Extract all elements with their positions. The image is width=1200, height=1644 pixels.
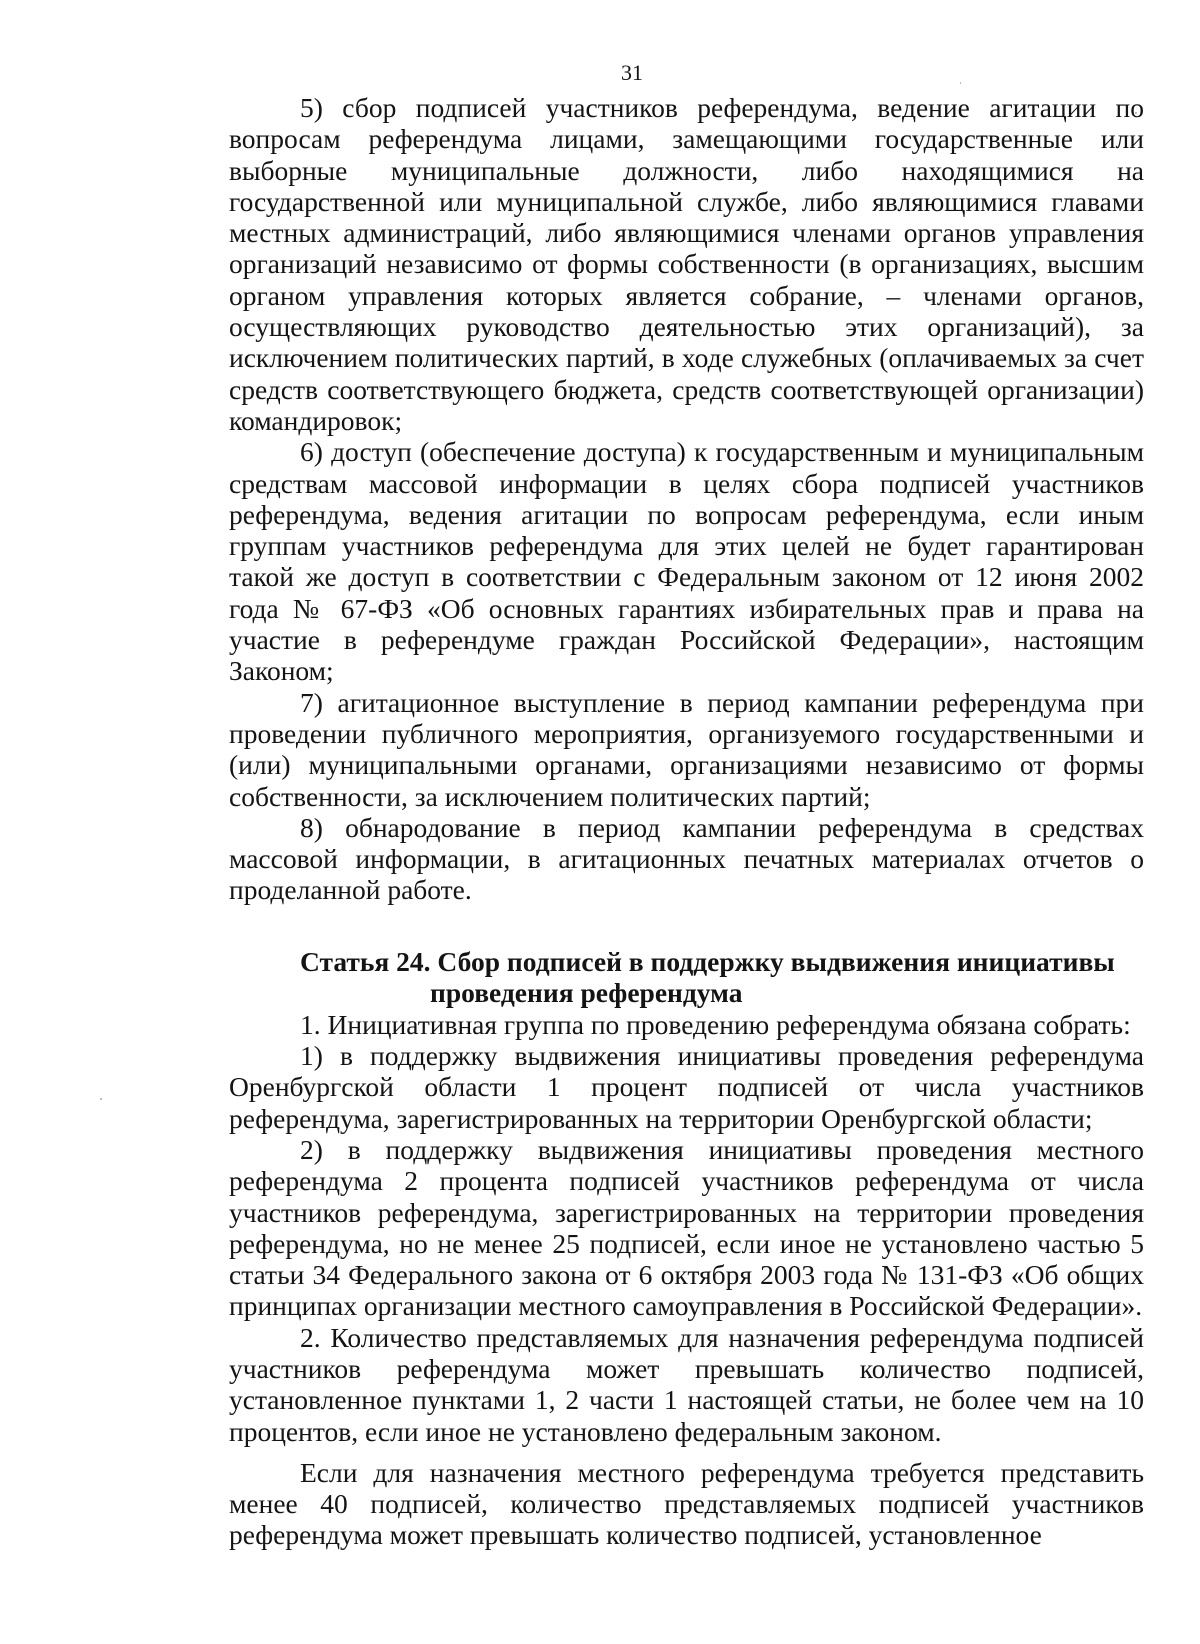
paragraph-item-6: 6) доступ (обеспечение доступа) к государственным и муниципальным средствам массовой информации в целях сбора подписей участников референдума, ведения агитации по вопросам референдума, если иным группам участников референдума для этих целей не будет гарантирован такой же доступ в соответствии с Федеральным законом от 12 июня 2002 года № 67-ФЗ «Об основных гарантиях избирательных прав и права на участие в референдуме граждан Российской Федерации», настоящим Законом; xyxy=(229,436,1144,687)
paragraph-subitem-1: 1) в поддержку выдвижения инициативы проведения референдума Оренбургской области 1 процент подписей от числа участников референдума, зарегистрированных на территории Оренбургской области; xyxy=(229,1040,1144,1134)
paragraph-local-referendum: Если для назначения местного референдума требуется представить менее 40 подписей, количество представляемых подписей участников референдума может превышать количество подписей, установленное xyxy=(229,1456,1144,1551)
article-heading xyxy=(229,946,1144,1009)
paragraph-item-5: 5) сбор подписей участников референдума, ведение агитации по вопросам референдума лицами, замещающими государственные или выборные муниципальные должности, либо находящимися на государственной или муниципальной службе, либо являющимися главами местных администраций, либо являющимися членами органов управления организаций независимо от формы собственности (в организациях, высшим органом управления которых является собрание, – членами органов, осуществляющих руководство деятельностью этих организаций), за исключением политических партий, в ходе служебных (оплачиваемых за счет средств соответствующего бюджета, средств соответствующей организации) командировок; xyxy=(229,92,1144,436)
paragraph-part-2: 2. Количество представляемых для назначения референдума подписей участников референдума может превышать количество подписей, установленное пунктами 1, 2 части 1 настоящей статьи, не более чем на 10 процентов, если иное не установлено федеральным законом. xyxy=(229,1321,1144,1447)
scan-speck xyxy=(100,1098,102,1100)
article-heading-line-1: Статья 24. Сбор подписей в поддержку выдвижения инициативы xyxy=(300,945,1115,977)
paragraph-item-7: 7) агитационное выступление в период кампании референдума при проведении публичного мероприятия, организуемого государственными и (или) муниципальными органами, организациями независимо от формы собственности, за исключением политических партий; xyxy=(229,686,1144,812)
paragraph-subitem-2: 2) в поддержку выдвижения инициативы проведения местного референдума 2 процента подписей участников референдума от числа участников референдума, зарегистрированных на территории проведения референдума, но не менее 25 подписей, если иное не установлено частью 5 статьи 34 Федерального закона от 6 октября 2003 года № 131-ФЗ «Об общих принципах организации местного самоуправления в Российской Федерации». xyxy=(229,1133,1144,1322)
page-number: 31 xyxy=(621,60,643,85)
document-body xyxy=(229,92,1144,1551)
article-heading-line-2: проведения референдума xyxy=(430,977,743,1009)
paragraph-item-8: 8) обнародование в период кампании референдума в средствах массовой информации, в агитационных печатных материалах отчетов о проделанной работе. xyxy=(229,811,1144,906)
scan-speck xyxy=(960,82,961,84)
paragraph-part-1: 1. Инициативная группа по проведению референдума обязана собрать: xyxy=(300,1008,1131,1040)
